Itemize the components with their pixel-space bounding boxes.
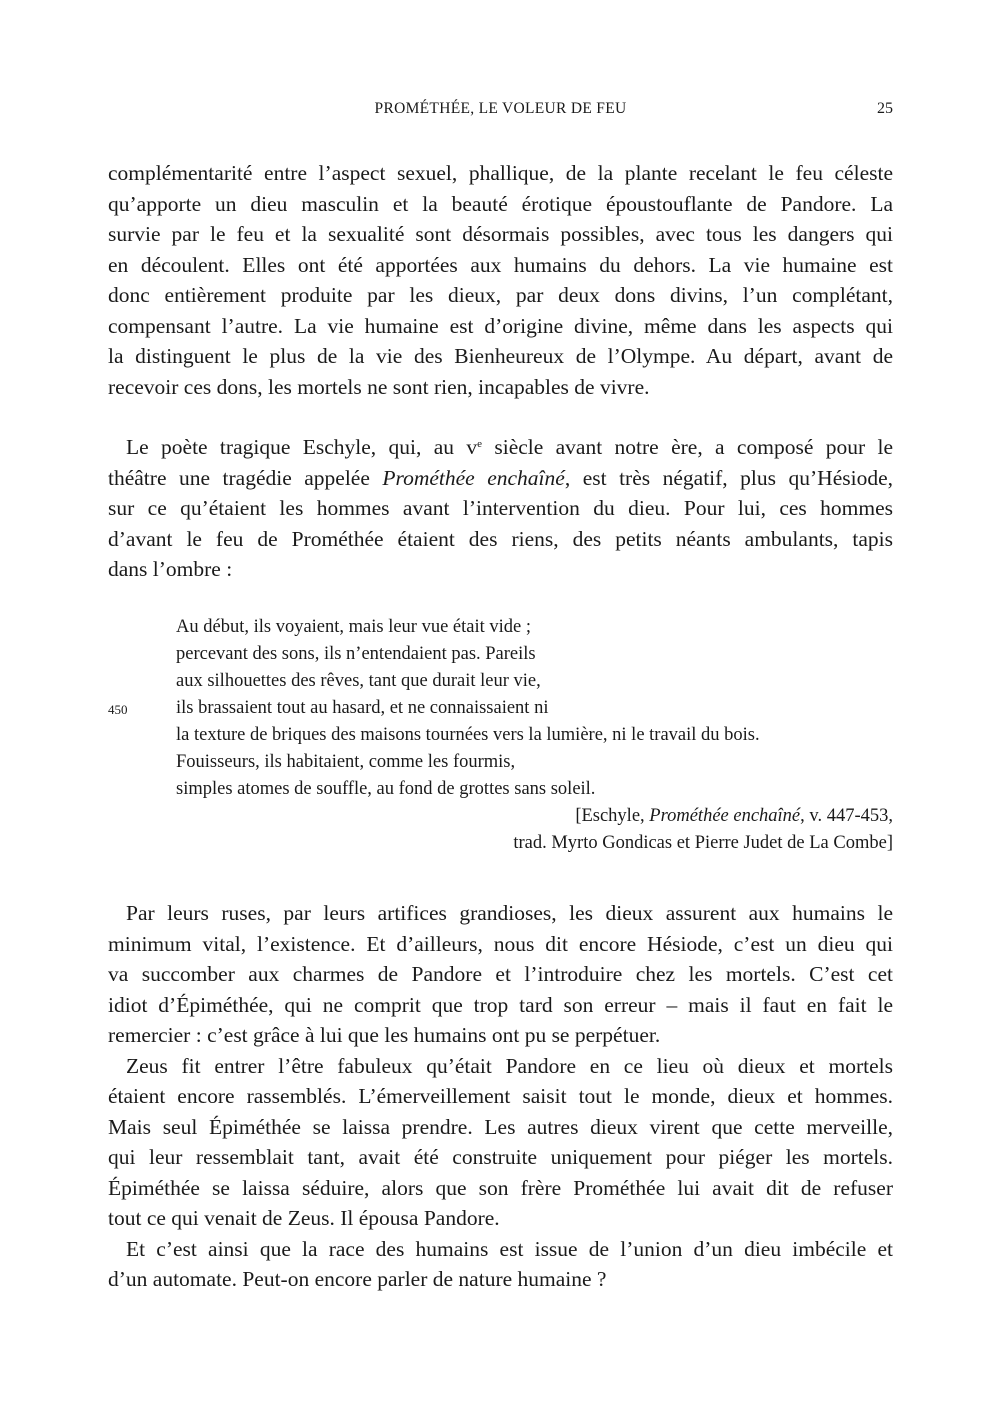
text-line: d’un automate. Peut-on encore parler de nature humaine ?: [108, 1267, 607, 1291]
text-line: Zeus fit entrer l’être fabuleux qu’était Pandore en ce lieu où dieux et mortels: [126, 1053, 893, 1078]
text-line: idiot d’Épiméthée, qui ne comprit que trop tard son erreur – mais il faut en fait le: [108, 992, 893, 1017]
text-line: Et c’est ainsi que la race des humains est issue de l’union d’un dieu imbécile et: [126, 1236, 893, 1261]
running-head-title: PROMÉTHÉE, LE VOLEUR DE FEU: [374, 100, 627, 117]
superscript: e: [477, 438, 482, 450]
work-title: Prométhée enchaîné: [382, 465, 565, 490]
verse-line: aux silhouettes des rêves, tant que durait leur vie,: [176, 671, 541, 691]
text-line: étaient encore rassemblés. L’émerveillement saisit tout le monde, dieux et hommes.: [108, 1084, 893, 1108]
text-span: théâtre une tragédie appelée: [108, 465, 383, 490]
text-line: complémentarité entre l’aspect sexuel, phallique, de la plante recelant le feu céleste: [108, 161, 893, 185]
text-span: , v. 447-453,: [800, 806, 893, 826]
verse-line: Au début, ils voyaient, mais leur vue était vide ;: [176, 617, 532, 637]
text-line: compensant l’autre. La vie humaine est d’origine divine, même dans les aspects qui: [108, 313, 893, 338]
text-line: donc entièrement produite par les dieux, par deux dons divins, l’un complétant,: [108, 283, 893, 307]
verse-line: simples atomes de souffle, au fond de grottes sans soleil.: [176, 779, 596, 799]
text-line: Mais seul Épiméthée se laissa prendre. Les autres dieux virent que cette merveille,: [108, 1114, 893, 1139]
text-span: Le poète tragique Eschyle, qui, au v: [126, 435, 478, 459]
text-line: tout ce qui venait de Zeus. Il épousa Pandore.: [108, 1206, 500, 1230]
text-line: d’avant le feu de Prométhée étaient des riens, des petits néants ambulants, tapis: [108, 526, 893, 551]
text-span: [Eschyle,: [575, 806, 650, 826]
text-line: [126, 432, 893, 462]
verse-line: ils brassaient tout au hasard, et ne connaissaient ni: [176, 698, 549, 718]
verse-line: Fouisseurs, ils habitaient, comme les fourmis,: [176, 752, 516, 772]
work-title: Prométhée enchaîné: [649, 806, 801, 826]
text-line: survie par le feu et la sexualité sont désormais possibles, avec tous les dangers qui: [108, 222, 893, 246]
text-line: minimum vital, l’existence. Et d’ailleurs, nous dit encore Hésiode, c’est un dieu qui: [108, 931, 893, 956]
text-line: [108, 463, 893, 493]
citation-line: trad. Myrto Gondicas et Pierre Judet de La Combe]: [513, 833, 893, 853]
verse-line: percevant des sons, ils n’entendaient pas. Pareils: [176, 644, 536, 664]
text-line: dans l’ombre :: [108, 557, 233, 581]
text-line: recevoir ces dons, les mortels ne sont rien, incapables de vivre.: [108, 374, 650, 399]
text-span: , est très négatif, plus qu’Hésiode,: [564, 465, 893, 490]
text-line: remercier : c’est grâce à lui que les humains ont pu se perpétuer.: [108, 1023, 661, 1047]
page-number: 25: [877, 100, 893, 117]
running-head: [108, 98, 893, 124]
verse-line-number: 450: [108, 702, 128, 717]
text-line: Par leurs ruses, par leurs artifices grandioses, les dieux assurent aux humains le: [126, 901, 893, 925]
verse-line: la texture de briques des maisons tournées vers la lumière, ni le travail du bois.: [176, 725, 760, 745]
text-line: qui leur ressemblait tant, avait été construite uniquement pour piéger les mortels.: [108, 1145, 893, 1169]
text-line: en découlent. Elles ont été apportées aux humains du dehors. La vie humaine est: [108, 252, 893, 277]
citation-line: [575, 803, 893, 829]
text-span: siècle avant notre ère, a composé pour le: [482, 435, 893, 459]
text-line: Épiméthée se laissa séduire, alors que son frère Prométhée lui avait dit de refuser: [108, 1175, 893, 1200]
text-line: sur ce qu’étaient les hommes avant l’intervention du dieu. Pour lui, ces hommes: [108, 496, 893, 520]
text-line: la distinguent le plus de la vie des Bienheureux de l’Olympe. Au départ, avant de: [108, 344, 893, 368]
text-line: qu’apporte un dieu masculin et la beauté érotique époustouflante de Pandore. La: [108, 191, 893, 216]
text-line: va succomber aux charmes de Pandore et l’introduire chez les mortels. C’est cet: [108, 962, 893, 986]
